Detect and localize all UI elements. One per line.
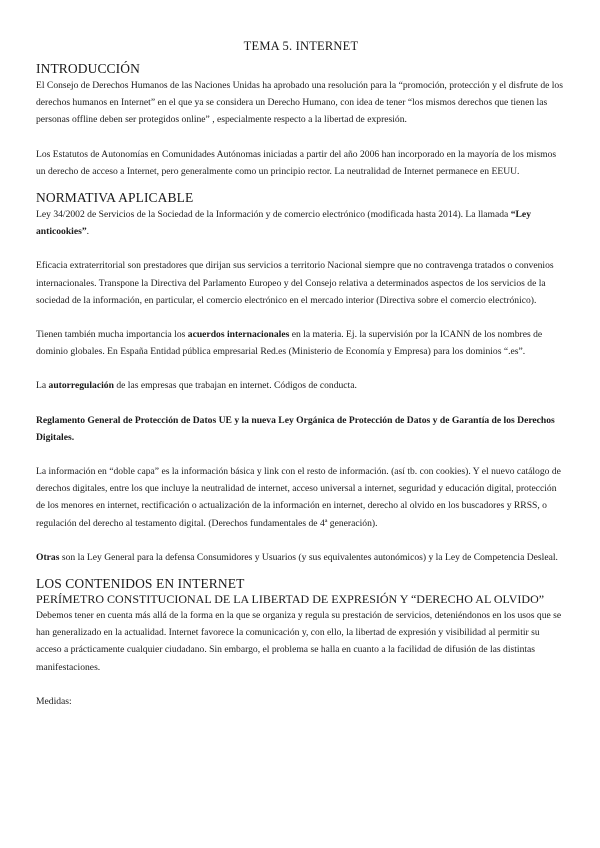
normativa-p1-end: .	[86, 226, 90, 238]
contenidos-paragraph-2: Medidas:	[36, 695, 72, 707]
heading-contenidos: LOS CONTENIDOS EN INTERNET	[36, 576, 245, 592]
normativa-p5-bold: Reglamento General de Protección de Datos UE y la nueva Ley Orgánica de Protección de Datos y de Garantía de los Derechos Digitales.	[36, 414, 555, 443]
document-page	[36, 38, 566, 710]
subheading-perimetro: PERÍMETRO CONSTITUCIONAL DE LA LIBERTAD DE EXPRESIÓN Y “DERECHO AL OLVIDO”	[36, 592, 545, 607]
normativa-paragraph-7	[36, 549, 566, 566]
normativa-p4-b: de las empresas que trabajan en internet. Códigos de conducta.	[113, 380, 357, 392]
normativa-p4-a: La	[36, 380, 49, 392]
normativa-paragraph-5	[36, 412, 566, 446]
normativa-p7-b: son la Ley General para la defensa Consumidores y Usuarios (y sus equivalentes autonómicos) y la Ley de Competencia Desleal.	[59, 551, 558, 563]
normativa-paragraph-3	[36, 326, 566, 360]
normativa-p3-a: Tienen también mucha importancia los	[36, 329, 188, 341]
contenidos-paragraph-1: Debemos tener en cuenta más allá de la forma en la que se organiza y regula su prestación de servicios, deteniéndonos en los usos que se han generalizado en la actualidad. Internet favorece la comunicación y, con ello, la libertad de expresión y visibilidad al permitir su acceso a prácticamente cualquier ciudadano. Sin embargo, el problema se halla en cuanto a la facilidad de difusión de las distintas manifestaciones.	[36, 610, 562, 673]
normativa-p4-bold: autorregulación	[48, 380, 114, 392]
normativa-paragraph-2: Eficacia extraterritorial son prestadores que dirijan sus servicios a territorio Nacional siempre que no contravenga tratados o convenios internacionales. Transpone la Directiva del Parlamento Europeo y del Consejo relativa a determinados aspectos de los servicios de la sociedad de la información, en particular, el comercio electrónico en el mercado interior (Directiva sobre el comercio electrónico).	[36, 260, 554, 306]
normativa-p1-text: Ley 34/2002 de Servicios de la Sociedad de la Información y de comercio electrónico (modificada hasta 2014). La llamada	[36, 209, 509, 221]
normativa-paragraph-4	[36, 377, 566, 394]
normativa-p3-bold: acuerdos internacionales	[187, 329, 290, 341]
normativa-paragraph-6: La información en “doble capa” es la información básica y link con el resto de información. (así tb. con cookies). Y el nuevo catálogo de derechos digitales, entre los que incluye la neutralidad de internet, acceso universal a internet, seguridad y educación digital, protección de los menores en internet, rectificación o actualización de la información en internet, derecho al olvido en los buscadores y RRSS, o regulación del derecho al testamento digital. (Derechos fundamentales de 4ª generación).	[36, 466, 561, 529]
normativa-p7-bold: Otras	[36, 551, 60, 563]
page-title: TEMA 5. INTERNET	[243, 39, 359, 53]
normativa-p1-bold: “Ley anticookies”	[36, 209, 531, 238]
intro-paragraph-1: El Consejo de Derechos Humanos de las Naciones Unidas ha aprobado una resolución para la “promoción, protección y el disfrute de los derechos humanos en Internet” en el que ya se considera un Derecho Humano, con idea de tener “los mismos derechos que tienen las personas offline deben ser protegidos online” , especialmente respecto a la libertad de expresión.	[36, 80, 563, 126]
intro-paragraph-2: Los Estatutos de Autonomías en Comunidades Autónomas iniciadas a partir del año 2006 han incorporado en la mayoría de los mismos un derecho de acceso a Internet, pero generalmente como un principio rector. La neutralidad de Internet permanece en EEUU.	[36, 148, 557, 177]
heading-normativa: NORMATIVA APLICABLE	[36, 190, 194, 206]
normativa-p3-b: en la materia. Ej. la supervisión por la ICANN de los nombres de dominio globales. En España Entidad pública empresarial Red.es (Ministerio de Economía y Empresa) para los dominios “.es”.	[36, 329, 543, 358]
heading-introduccion: INTRODUCCIÓN	[36, 61, 140, 76]
normativa-paragraph-1	[36, 206, 566, 240]
